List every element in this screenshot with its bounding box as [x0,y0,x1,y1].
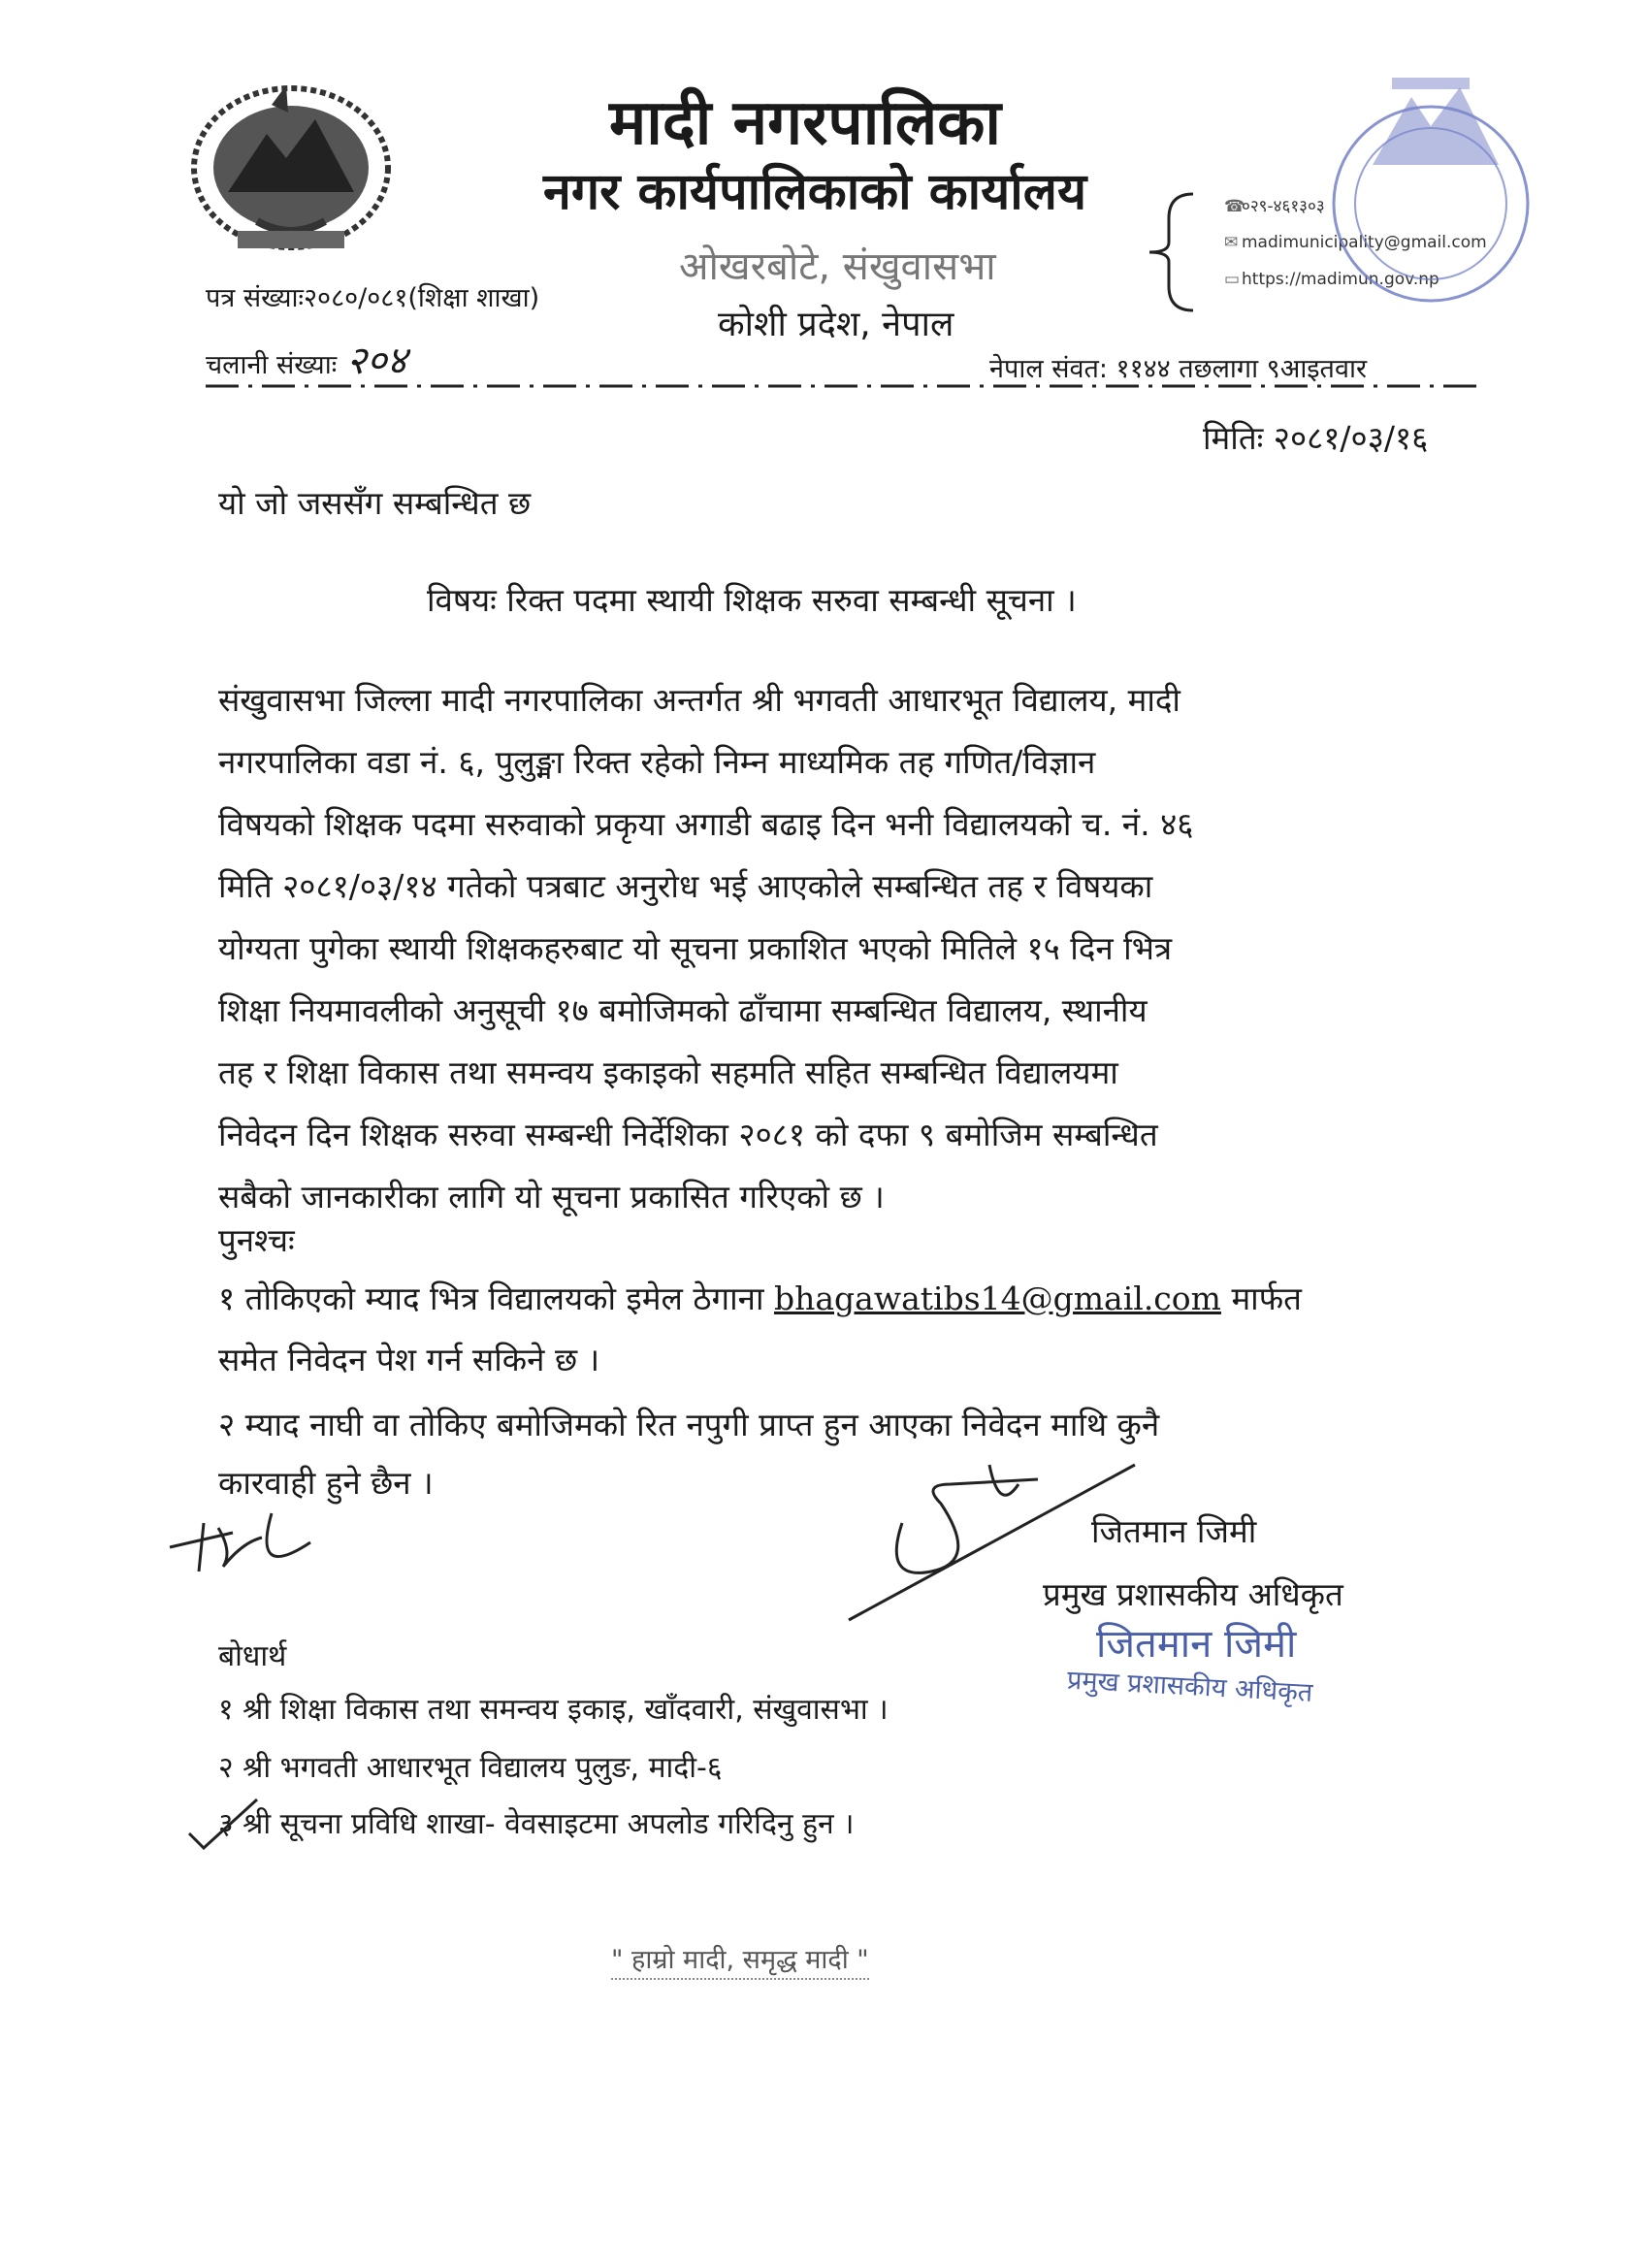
school-email-link[interactable]: bhagawatibs14@gmail.com [773,1280,1221,1317]
cc-item: १ श्री शिक्षा विकास तथा समन्वय इकाइ, खाँदवारी, संखुवासभा । [218,1693,889,1727]
slogan: " हाम्रो मादी, समृद्ध मादी " [611,1940,869,1980]
body-line: नगरपालिका वडा नं. ६, पुलुङ्मा रिक्त रहेको निम्न माध्यमिक तह गणित/विज्ञान [218,743,1096,781]
contact-phone: ☎०२९-४६१३०३ [1224,197,1325,216]
body-line: योग्यता पुगेका स्थायी शिक्षकहरुबाट यो सूचना प्रकाशित भएको मितिले १५ दिन भित्र [218,929,1173,967]
signatory-name: जितमान जिमी [1091,1512,1257,1550]
salutation: यो जो जससँग सम्बन्धित छ [218,484,532,522]
chalani-sankhya: चलानी संख्याः २०४ [206,339,407,383]
body-line: संखुवासभा जिल्ला मादी नगरपालिका अन्तर्गत श्री भगवती आधारभूत विद्यालय, मादी [218,681,1180,719]
contact-email: ✉ madimunicipality@gmail.com [1224,233,1487,252]
address-location: ओखरबोटे, संखुवासभा [679,244,996,289]
stamp-designation: प्रमुख प्रशासकीय अधिकृत [1066,1665,1314,1708]
body-line: सबैको जानकारीका लागि यो सूचना प्रकासित गरिएको छ । [218,1178,885,1215]
body-line: शिक्षा नियमावलीको अनुसूची १७ बमोजिमको ढाँचामा सम्बन्धित विद्यालय, स्थानीय [218,991,1148,1029]
mail-icon: ✉ [1224,233,1239,252]
tick-mark [184,1795,262,1853]
body-line: मिति २०८१/०३/१४ गतेको पत्रबाट अनुरोध भई आएकोले सम्बन्धित तह र विषयका [218,867,1153,905]
nepal-sambat-date: नेपाल संवत: ११४४ तछलागा ९आइतवार [989,354,1367,384]
cc-label: बोधार्थ [218,1639,287,1673]
signatory-designation: प्रमुख प्रशासकीय अधिकृत [1043,1575,1343,1613]
postscript-item-1-line2: समेत निवेदन पेश गर्न सकिने छ । [218,1341,600,1378]
body-line: विषयको शिक्षक पदमा सरुवाको प्रकृया अगाडी बढाइ दिन भनी विद्यालयको च. नं. ४६ [218,805,1194,843]
cc-item: ३ श्री सूचना प्रविधि शाखा- वेवसाइटमा अपलोड गरिदिनु हुन । [218,1807,855,1841]
postscript-item-1: १ तोकिएको म्याद भित्र विद्यालयको इमेल ठेगाना bhagawatibs14@gmail.com मार्फत [218,1280,1302,1317]
municipality-title: मादी नगरपालिका [608,87,1002,159]
chalani-handwritten-number: २०४ [346,339,407,383]
body-paragraph [218,669,1479,1228]
office-seal-stamp [1314,58,1547,320]
postscript-item-2: २ म्याद नाघी वा तोकिए बमोजिमको रित नपुगी प्राप्त हुन आएका निवेदन माथि कुनै [218,1406,1160,1443]
letter-subject: विषयः रिक्त पदमा स्थायी शिक्षक सरुवा सम्बन्धी सूचना । [427,581,1077,619]
body-line: निवेदन दिन शिक्षक सरुवा सम्बन्धी निर्देशिका २०८१ को दफा ९ बमोजिम सम्बन्धित [218,1116,1158,1153]
patra-sankhya: पत्र संख्याः२०८०/०८१(शिक्षा शाखा) [206,283,540,313]
address-province: कोशी प्रदेश, नेपाल [718,305,954,344]
initials-signature [165,1494,359,1591]
stamp-name: जितमान जिमी [1096,1622,1297,1667]
contact-website: ▭ https://madimun.gov.np [1224,270,1439,289]
brace-divider [1145,189,1203,315]
postscript-label: पुनश्चः [218,1221,295,1259]
cc-item: २ श्री भगवती आधारभूत विद्यालय पुलुङ, मादी-६ [218,1751,723,1785]
postscript-item-2-line2: कारवाही हुने छैन । [218,1464,434,1502]
computer-icon: ▭ [1224,270,1241,289]
phone-icon: ☎ [1224,197,1245,216]
header-divider [206,383,1486,389]
office-title: नगर कार्यपालिकाको कार्यालय [543,163,1087,221]
signature-stamp [1067,1615,1377,1751]
nepal-emblem-logo [179,76,403,260]
letter-date: मितिः २०८१/०३/१६ [1203,419,1429,457]
body-line: तह र शिक्षा विकास तथा समन्वय इकाइको सहमति सहित सम्बन्धित विद्यालयमा [218,1053,1118,1091]
